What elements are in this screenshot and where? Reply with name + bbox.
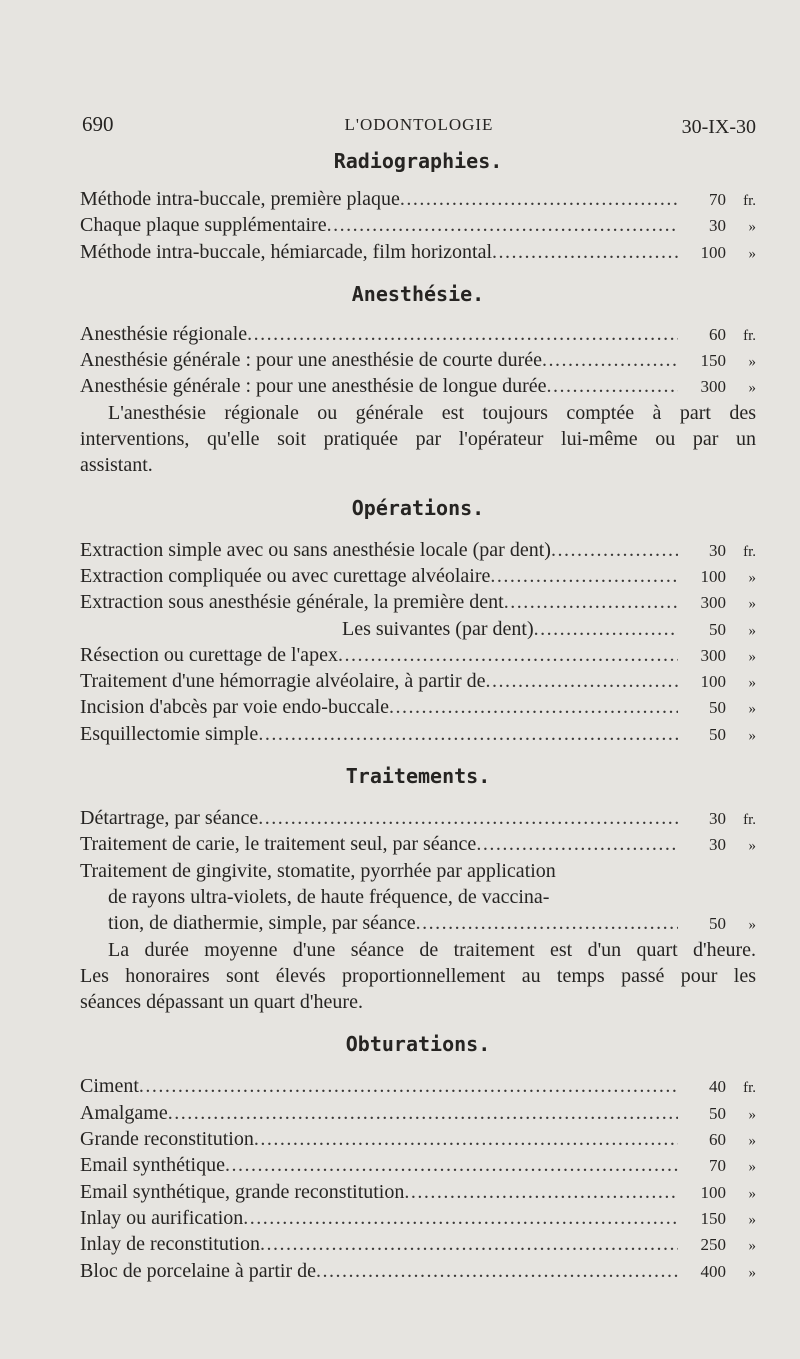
section-title: Traitements.: [345, 764, 491, 789]
item-unit: »: [748, 569, 756, 586]
item-label: Inlay ou aurification: [80, 1206, 244, 1229]
item-price: 100: [700, 242, 726, 262]
item-price: 100: [700, 1182, 726, 1202]
item-unit: »: [748, 701, 756, 718]
item-label: Anesthésie générale : pour une anesthésie de longue durée: [80, 375, 547, 398]
item-unit: »: [748, 219, 756, 236]
item-label: Extraction sous anesthésie générale, la première dent: [80, 591, 504, 614]
tariff-row: [80, 1126, 756, 1152]
item-unit: fr.: [743, 193, 756, 209]
item-price: 60: [709, 324, 726, 344]
item-label: Méthode intra-buccale, hémiarcade, film horizontal: [80, 240, 493, 263]
tariff-row: [80, 1231, 756, 1257]
tariff-row: [80, 239, 756, 265]
item-price: 30: [709, 809, 726, 829]
note-line: L'anesthésie régionale ou générale est toujours comptée à part des: [108, 401, 756, 424]
tariff-content: [80, 146, 756, 1284]
item-unit: »: [748, 648, 756, 665]
item-label: Extraction simple avec ou sans anesthésie locale (par dent): [80, 538, 551, 561]
section-title: Anesthésie.: [351, 281, 485, 306]
item-label: Amalgame: [80, 1101, 168, 1124]
note-line: interventions, qu'elle soit pratiquée par l'opérateur lui-même ou par un: [80, 428, 756, 451]
item-price: 100: [700, 672, 726, 692]
item-label: Inlay de reconstitution: [80, 1233, 260, 1256]
item-unit: »: [748, 1106, 756, 1123]
section-title: Radiographies.: [333, 149, 503, 173]
item-price: 70: [709, 1156, 726, 1176]
item-unit: »: [748, 1159, 756, 1176]
item-label: Ciment: [80, 1075, 139, 1098]
item-label: Email synthétique: [80, 1154, 225, 1177]
page-number: 690: [82, 112, 114, 136]
section-operations: [80, 479, 756, 747]
item-unit: fr.: [743, 327, 756, 344]
item-label: Méthode intra-buccale, première plaque: [80, 188, 400, 210]
item-price: 300: [700, 645, 726, 665]
section-radiographies: [80, 146, 756, 265]
item-price: 150: [700, 1208, 726, 1228]
item-price: 100: [700, 566, 726, 586]
tariff-row: [80, 805, 756, 831]
item-unit: fr.: [743, 543, 756, 560]
item-price: 30: [709, 835, 726, 855]
section-note: [80, 400, 756, 479]
note-line: La durée moyenne d'une séance de traitement est d'un quart d'heure.: [108, 938, 756, 961]
journal-title: L'ODONTOLOGIE: [344, 115, 494, 134]
item-unit: »: [748, 1211, 756, 1228]
item-unit: »: [748, 1264, 756, 1281]
tariff-row: [80, 563, 756, 589]
item-label-line: de rayons ultra-violets, de haute fréquence, de vaccina-: [108, 885, 550, 908]
tariff-row: [80, 1179, 756, 1205]
item-price: 50: [709, 724, 726, 744]
item-price: 250: [700, 1235, 726, 1255]
section-traitements: [80, 747, 756, 1015]
tariff-row: [80, 212, 756, 238]
item-unit: »: [748, 1185, 756, 1202]
item-unit: »: [748, 675, 756, 692]
section-title: Opérations.: [351, 495, 485, 520]
item-price: 400: [700, 1261, 726, 1281]
tariff-row: [80, 616, 756, 642]
section-title: Obturations.: [345, 1032, 491, 1057]
item-label: Email synthétique, grande reconstitution: [80, 1180, 405, 1203]
item-label: Chaque plaque supplémentaire: [80, 214, 327, 237]
item-price: 50: [709, 619, 726, 639]
item-price: 50: [709, 914, 726, 934]
item-unit: »: [748, 596, 756, 613]
item-unit: »: [748, 917, 756, 934]
item-label: Grande reconstitution: [80, 1128, 254, 1151]
note-line: Les honoraires sont élevés proportionnellement au temps passé pour les: [80, 964, 756, 987]
item-label: Résection ou curettage de l'apex: [80, 643, 338, 666]
item-price: 300: [700, 377, 726, 397]
item-price: 150: [700, 351, 726, 371]
tariff-row: [80, 1100, 756, 1126]
item-unit: fr.: [743, 812, 756, 829]
tariff-row: [80, 1258, 756, 1284]
item-label: Traitement d'une hémorragie alvéolaire, à partir de: [80, 670, 486, 693]
item-unit: »: [748, 622, 756, 639]
item-label: Bloc de porcelaine à partir de: [80, 1259, 316, 1282]
note-line: assistant.: [80, 454, 153, 477]
item-unit: »: [748, 380, 756, 397]
tariff-row: [80, 589, 756, 615]
section-note: [80, 937, 756, 1016]
item-label: Incision d'abcès par voie endo-buccale: [80, 696, 390, 719]
item-unit: »: [748, 727, 756, 744]
item-label: tion, de diathermie, simple, par séance: [108, 912, 416, 935]
note-line: séances dépassant un quart d'heure.: [80, 991, 363, 1014]
tariff-row: [80, 1205, 756, 1231]
item-label: Esquillectomie simple: [80, 722, 259, 745]
section-anesthesie: [80, 265, 756, 479]
item-label: Détartrage, par séance: [80, 807, 259, 830]
item-label: Anesthésie régionale: [80, 322, 248, 345]
item-price: 30: [709, 540, 726, 560]
tariff-row: [80, 373, 756, 399]
item-price: 30: [709, 216, 726, 236]
tariff-row: [80, 537, 756, 563]
issue-date: 30-IX-30: [681, 116, 756, 138]
item-unit: »: [748, 838, 756, 855]
item-label: Traitement de carie, le traitement seul, par séance: [80, 833, 477, 856]
running-header: [82, 112, 756, 138]
item-label-line: Traitement de gingivite, stomatite, pyorrhée par application: [80, 859, 556, 882]
item-unit: »: [748, 1238, 756, 1255]
tariff-row: [80, 1073, 756, 1099]
tariff-row: [80, 910, 756, 936]
tariff-row: [80, 831, 756, 857]
item-price: 300: [700, 593, 726, 613]
tariff-row: [80, 694, 756, 720]
tariff-row: [80, 642, 756, 668]
tariff-row: [80, 668, 756, 694]
tariff-row: [80, 1152, 756, 1178]
item-unit: »: [748, 245, 756, 262]
item-label: Extraction compliquée ou avec curettage alvéolaire: [80, 564, 491, 587]
item-price: 40: [709, 1077, 726, 1097]
item-unit: fr.: [743, 1080, 756, 1097]
item-price: 50: [709, 1103, 726, 1123]
tariff-row: [80, 186, 756, 212]
item-unit: »: [748, 354, 756, 371]
item-label: Anesthésie générale : pour une anesthésie de courte durée: [80, 349, 543, 372]
item-label: Les suivantes (par dent): [342, 617, 534, 640]
tariff-row: [80, 321, 756, 347]
item-unit: »: [748, 1133, 756, 1150]
item-price: 50: [709, 698, 726, 718]
item-price: 70: [709, 190, 726, 209]
tariff-row: [80, 347, 756, 373]
tariff-row: [80, 721, 756, 747]
item-price: 60: [709, 1130, 726, 1150]
section-obturations: [80, 1015, 756, 1283]
